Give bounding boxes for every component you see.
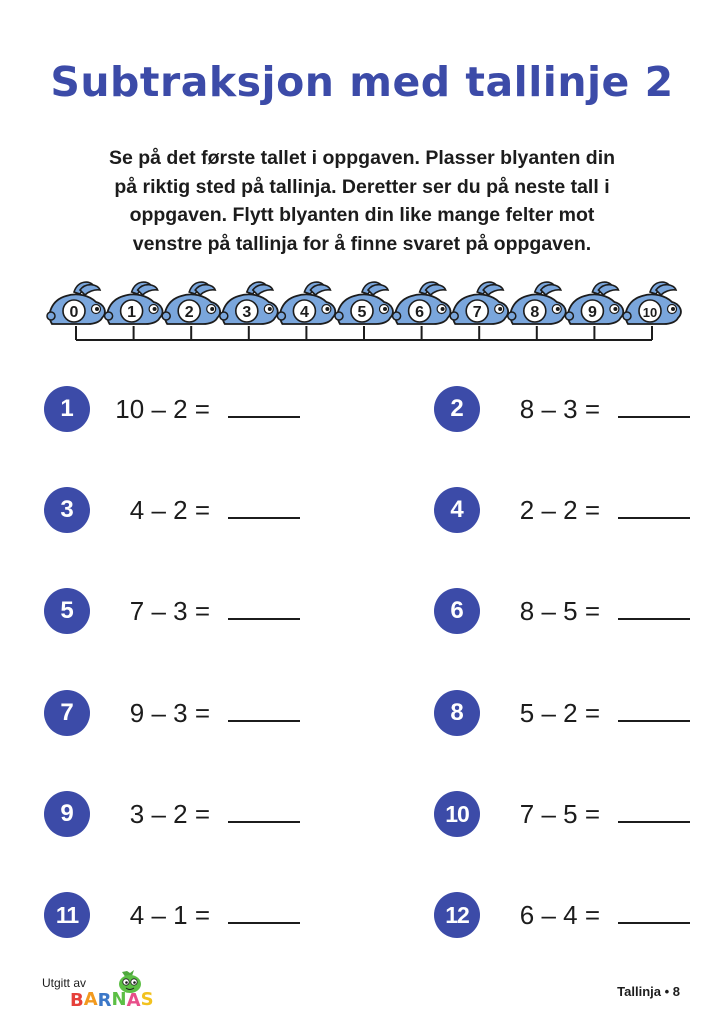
rabbit-icon — [393, 282, 451, 324]
problem-4 — [434, 487, 704, 531]
logo-text: BARNAS — [70, 989, 154, 1008]
answer-blank[interactable] — [228, 720, 300, 722]
problem-expression: 7 – 3 = — [129, 596, 210, 626]
answer-blank[interactable] — [228, 618, 300, 620]
rabbit-number-label: 3 — [242, 304, 252, 321]
problem-number-badge: 12 — [434, 892, 480, 938]
problem-expression: 9 – 3 = — [129, 698, 210, 728]
rabbit-icon — [565, 282, 623, 324]
problem-number-badge: 2 — [434, 386, 480, 432]
problem-number-badge: 4 — [434, 487, 480, 533]
problem-9 — [44, 791, 314, 835]
rabbit-number-label: 0 — [69, 304, 79, 321]
problem-number-badge: 5 — [44, 588, 90, 634]
answer-blank[interactable] — [618, 922, 690, 924]
problem-number-badge: 10 — [434, 791, 480, 837]
rabbit-number-label: 2 — [184, 304, 194, 321]
rabbit-number-label: 7 — [472, 304, 482, 321]
rabbit-icon — [508, 282, 566, 324]
page-title: Subtraksjon med tallinje 2 — [50, 58, 674, 106]
rabbit-icon — [105, 282, 163, 324]
instructions — [60, 144, 664, 258]
problem-expression: 5 – 2 = — [519, 698, 600, 728]
problem-expression: 8 – 5 = — [519, 596, 600, 626]
rabbit-number-label: 9 — [587, 304, 597, 321]
problem-expression: 4 – 1 = — [129, 900, 210, 930]
rabbit-number-label: 6 — [415, 304, 425, 321]
instruction-line: Se på det første tallet i oppgaven. Plasser blyanten din — [108, 147, 616, 169]
problem-number-badge: 6 — [434, 588, 480, 634]
rabbit-number-label: 10 — [642, 305, 658, 320]
rabbit-icon — [220, 282, 278, 324]
answer-blank[interactable] — [228, 517, 300, 519]
problem-11 — [44, 892, 314, 936]
problem-number-badge: 3 — [44, 487, 90, 533]
problem-expression: 10 – 2 = — [115, 394, 210, 424]
problem-12 — [434, 892, 704, 936]
problem-expression: 3 – 2 = — [129, 799, 210, 829]
problem-number-badge: 11 — [44, 892, 90, 938]
problem-3 — [44, 487, 314, 531]
problem-5 — [44, 588, 314, 632]
answer-blank[interactable] — [618, 720, 690, 722]
problem-2 — [434, 386, 704, 430]
problem-number-badge: 9 — [44, 791, 90, 837]
instruction-line: venstre på tallinja for å finne svaret på oppgaven. — [132, 232, 592, 255]
rabbit-icon — [162, 282, 220, 324]
rabbit-icon — [335, 282, 393, 324]
problem-10 — [434, 791, 704, 835]
problem-number-badge: 7 — [44, 690, 90, 736]
problem-8 — [434, 690, 704, 734]
instruction-line: på riktig sted på tallinja. Deretter ser du på neste tall i — [114, 175, 610, 198]
rabbit-icon — [47, 282, 105, 324]
answer-blank[interactable] — [228, 821, 300, 823]
page-label: Tallinja • 8 — [617, 984, 680, 999]
rabbit-icon — [277, 282, 335, 324]
problem-expression: 6 – 4 = — [519, 900, 600, 930]
barnas-logo — [70, 968, 170, 1008]
problem-expression: 7 – 5 = — [519, 799, 600, 829]
answer-blank[interactable] — [228, 416, 300, 418]
problem-expression: 4 – 2 = — [129, 495, 210, 525]
answer-blank[interactable] — [618, 517, 690, 519]
rabbit-icon — [450, 282, 508, 324]
answer-blank[interactable] — [228, 922, 300, 924]
problem-7 — [44, 690, 314, 734]
answer-blank[interactable] — [618, 618, 690, 620]
problem-6 — [434, 588, 704, 632]
problem-1 — [44, 386, 314, 430]
number-line — [40, 278, 690, 350]
rabbit-icon — [623, 282, 681, 324]
publisher — [42, 968, 172, 1008]
publisher-label: Utgitt av — [42, 976, 87, 990]
problem-number-badge: 1 — [44, 386, 90, 432]
rabbit-number-label: 5 — [357, 304, 367, 321]
answer-blank[interactable] — [618, 821, 690, 823]
answer-blank[interactable] — [618, 416, 690, 418]
problem-number-badge: 8 — [434, 690, 480, 736]
rabbit-number-label: 8 — [530, 304, 540, 321]
rabbit-number-label: 1 — [127, 304, 137, 321]
instruction-line: oppgaven. Flytt blyanten din like mange felter mot — [129, 204, 595, 226]
rabbit-number-label: 4 — [299, 304, 309, 321]
problem-expression: 2 – 2 = — [519, 495, 600, 525]
problem-expression: 8 – 3 = — [519, 394, 600, 424]
